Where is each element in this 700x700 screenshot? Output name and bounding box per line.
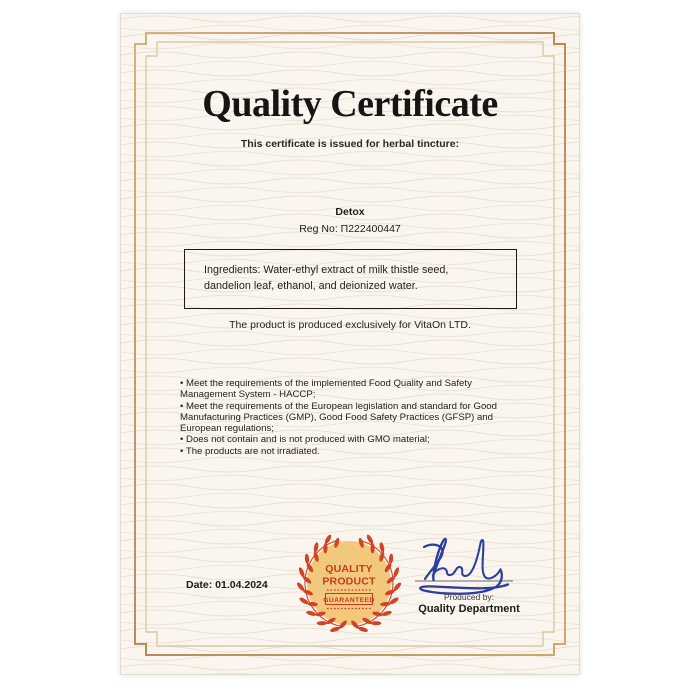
product-name: Detox <box>335 206 365 218</box>
ingredients-text: Ingredients: Water-ethyl extract of milk thistle seed, dandelion leaf, ethanol, and deionized water. <box>204 264 449 292</box>
requirements-list <box>180 378 516 457</box>
registration-number: Reg No: П222400447 <box>299 223 401 235</box>
produced-by-block <box>393 592 545 615</box>
exclusivity-statement: The product is produced exclusively for VitaOn LTD. <box>229 319 471 331</box>
ingredients-box <box>184 249 517 309</box>
badge-text-product: PRODUCT <box>322 575 376 588</box>
certificate-title: Quality Certificate <box>202 83 498 125</box>
requirement-item: • Does not contain and is not produced with GMO material; <box>180 434 430 446</box>
certificate-subtitle: This certificate is issued for herbal tincture: <box>240 138 460 150</box>
produced-by-label: Produced by: <box>443 592 495 602</box>
signature-scribble <box>420 539 508 594</box>
laurel-leaf <box>357 626 368 633</box>
laurel-leaf <box>329 626 340 633</box>
produced-by-department: Quality Department <box>418 603 520 615</box>
laurel-leaf <box>304 553 309 564</box>
requirement-item: • Meet the requirements of the implemented Food Quality and Safety Management System - HACCP; <box>180 378 472 401</box>
badge-text-guaranteed: GUARANTEED <box>323 596 375 604</box>
badge-text-quality: QUALITY <box>325 563 373 575</box>
laurel-leaf <box>298 567 306 578</box>
issue-date: Date: 01.04.2024 <box>186 579 268 591</box>
certificate-page <box>120 13 580 675</box>
requirement-item: • The products are not irradiated. <box>180 445 320 457</box>
laurel-leaf <box>317 621 327 625</box>
laurel-leaf <box>371 621 381 625</box>
requirement-item: • Meet the requirements of the European legislation and standard for Good Manufacturing Practices (GMP), Good Food Safety Practices (GFSP) and European regulations; <box>180 400 497 435</box>
